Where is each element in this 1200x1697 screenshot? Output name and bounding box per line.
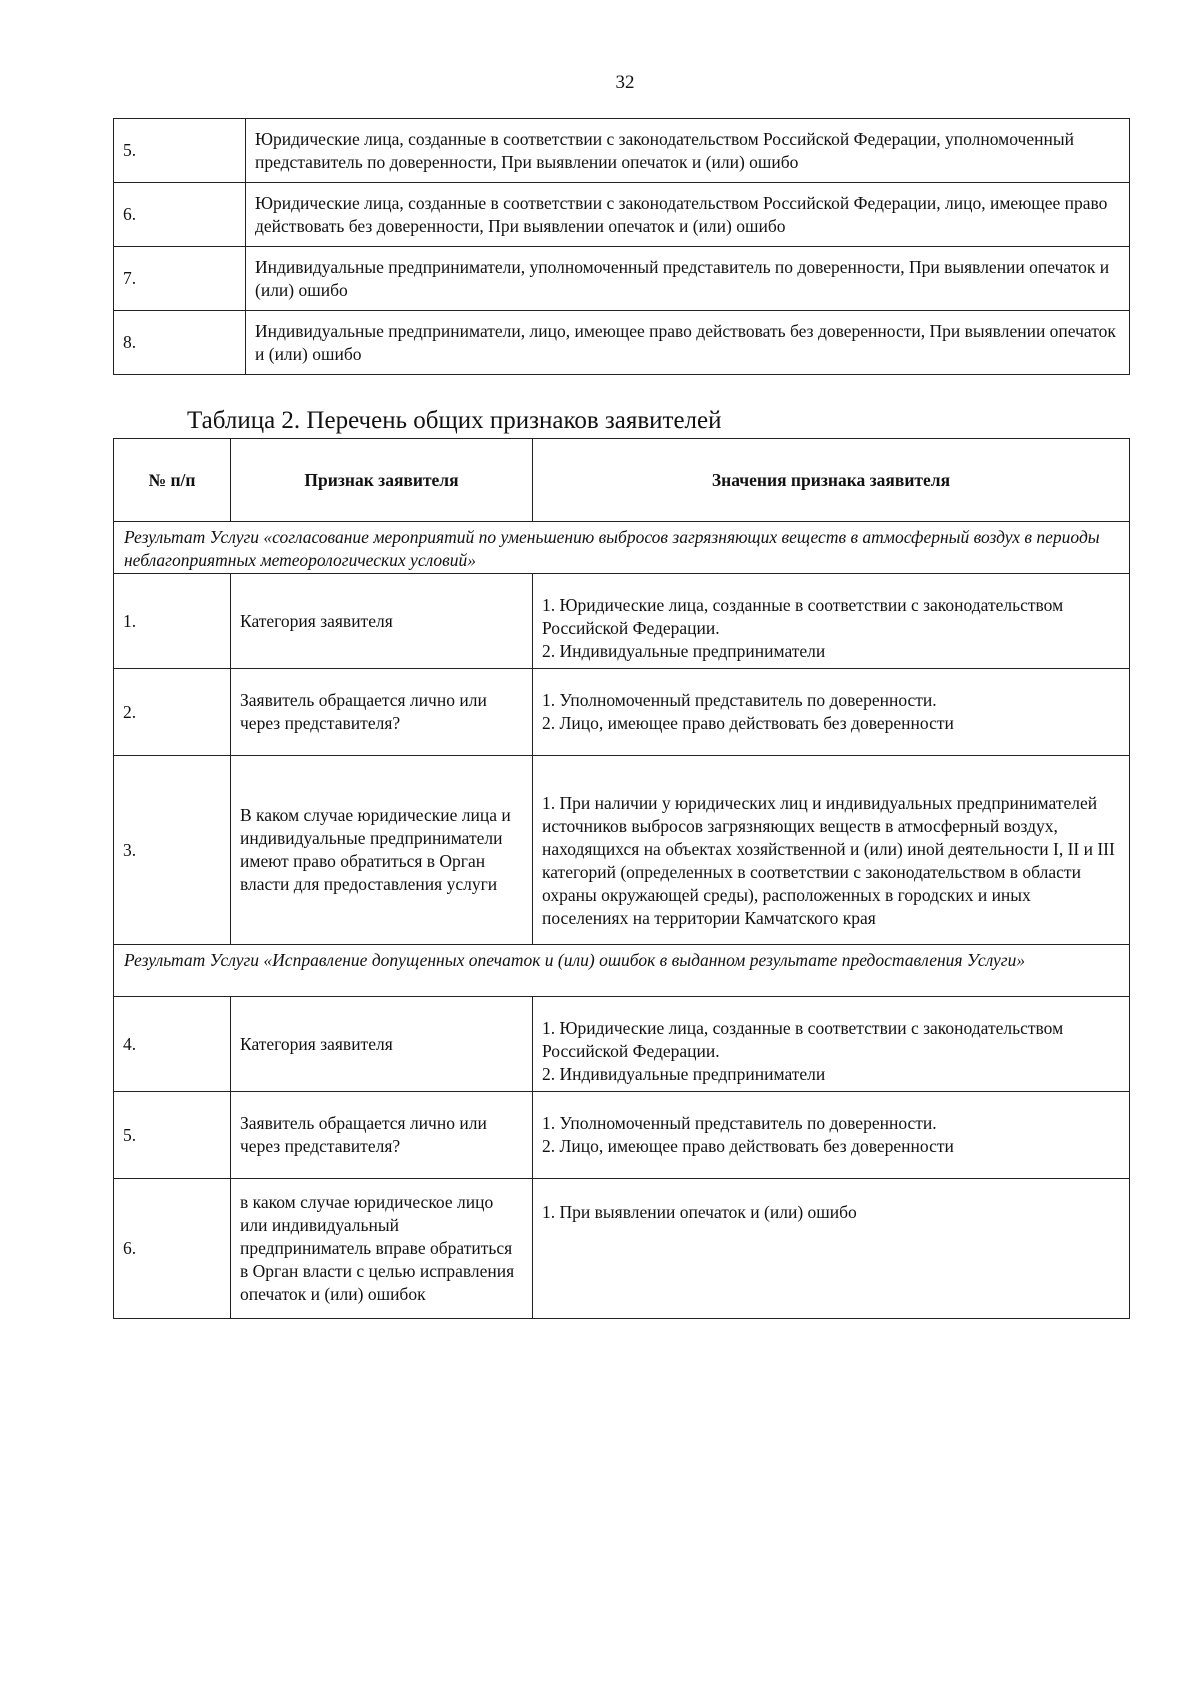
value-line: 2. Индивидуальные предприниматели: [542, 640, 826, 661]
row-values: [533, 1092, 1130, 1179]
row-text: Юридические лица, созданные в соответствии с законодательством Российской Федерации, уполномоченный представитель по доверенности, При выявлении опечаток и (или) ошибо: [246, 119, 1130, 183]
table-header-row: [114, 439, 1130, 522]
value-line: 2. Лицо, имеющее право действовать без доверенности: [542, 713, 954, 733]
page-number: 32: [615, 72, 635, 93]
table-row: [114, 574, 1130, 669]
section-heading: Результат Услуги «согласование мероприятий по уменьшению выбросов загрязняющих веществ в атмосферный воздух в периоды неблагоприятных метеорологических условий»: [114, 522, 1130, 574]
row-values: [533, 574, 1130, 669]
row-text: Индивидуальные предприниматели, уполномоченный представитель по доверенности, При выявлении опечаток и (или) ошибо: [246, 247, 1130, 311]
table-row: [114, 183, 1130, 247]
header-values: Значения признака заявителя: [533, 439, 1130, 522]
section-heading: Результат Услуги «Исправление допущенных опечаток и (или) ошибок в выданном результате предоставления Услуги»: [114, 945, 1130, 997]
value-line: 2. Лицо, имеющее право действовать без доверенности: [542, 1136, 954, 1156]
row-number: 5.: [114, 1092, 231, 1179]
table-row: [114, 997, 1130, 1092]
header-feature: Признак заявителя: [231, 439, 533, 522]
row-number: 8.: [114, 311, 246, 375]
section-row: [114, 945, 1130, 997]
row-values: [533, 1179, 1130, 1319]
row-values: [533, 756, 1130, 945]
table-row: [114, 119, 1130, 183]
table-row: [114, 247, 1130, 311]
row-values: [533, 669, 1130, 756]
row-number: 3.: [114, 756, 231, 945]
value-line: 1. Юридические лица, созданные в соответствии с законодательством Российской Федерации.: [542, 594, 1064, 638]
row-feature: Категория заявителя: [231, 997, 533, 1092]
value-line: 1. Уполномоченный представитель по доверенности.: [542, 690, 937, 710]
applicant-features-table: [113, 438, 1130, 1319]
applicant-variants-table: [113, 118, 1130, 375]
row-feature: в каком случае юридическое лицо или индивидуальный предприниматель вправе обратиться в Орган власти с целью исправления опечаток и (или) ошибок: [231, 1179, 533, 1319]
row-text: Индивидуальные предприниматели, лицо, имеющее право действовать без доверенности, При выявлении опечаток и (или) ошибо: [246, 311, 1130, 375]
value-line: 1. При выявлении опечаток и (или) ошибо: [542, 1202, 857, 1222]
value-line: 1. При наличии у юридических лиц и индивидуальных предпринимателей источников выбросов загрязняющих веществ в атмосферный воздух, находящихся на объектах хозяйственной и (или) иной деятельности I, II и III категорий (определенных в соответствии с законодательством в области охраны окружающей среды), расположенных в городских и иных поселениях на территории Камчатского края: [542, 793, 1115, 928]
row-number: 1.: [114, 574, 231, 669]
table-row: [114, 311, 1130, 375]
row-values: [533, 997, 1130, 1092]
header-number: № п/п: [114, 439, 231, 522]
table-row: [114, 1179, 1130, 1319]
table-row: [114, 669, 1130, 756]
row-number: 6.: [114, 183, 246, 247]
row-feature: Заявитель обращается лично или через представителя?: [231, 1092, 533, 1179]
table-row: [114, 1092, 1130, 1179]
row-number: 2.: [114, 669, 231, 756]
value-line: 1. Юридические лица, созданные в соответствии с законодательством Российской Федерации.: [542, 1017, 1064, 1061]
section-row: [114, 522, 1130, 574]
row-number: 7.: [114, 247, 246, 311]
row-feature: Заявитель обращается лично или через представителя?: [231, 669, 533, 756]
table2-title: Таблица 2. Перечень общих признаков заявителей: [187, 407, 722, 434]
value-line: 1. Уполномоченный представитель по доверенности.: [542, 1113, 937, 1133]
row-number: 4.: [114, 997, 231, 1092]
row-feature: В каком случае юридические лица и индивидуальные предприниматели имеют право обратиться в Орган власти для предоставления услуги: [231, 756, 533, 945]
table-row: [114, 756, 1130, 945]
row-number: 6.: [114, 1179, 231, 1319]
row-feature: Категория заявителя: [231, 574, 533, 669]
row-number: 5.: [114, 119, 246, 183]
row-text: Юридические лица, созданные в соответствии с законодательством Российской Федерации, лицо, имеющее право действовать без доверенности, При выявлении опечаток и (или) ошибо: [246, 183, 1130, 247]
value-line: 2. Индивидуальные предприниматели: [542, 1063, 826, 1084]
